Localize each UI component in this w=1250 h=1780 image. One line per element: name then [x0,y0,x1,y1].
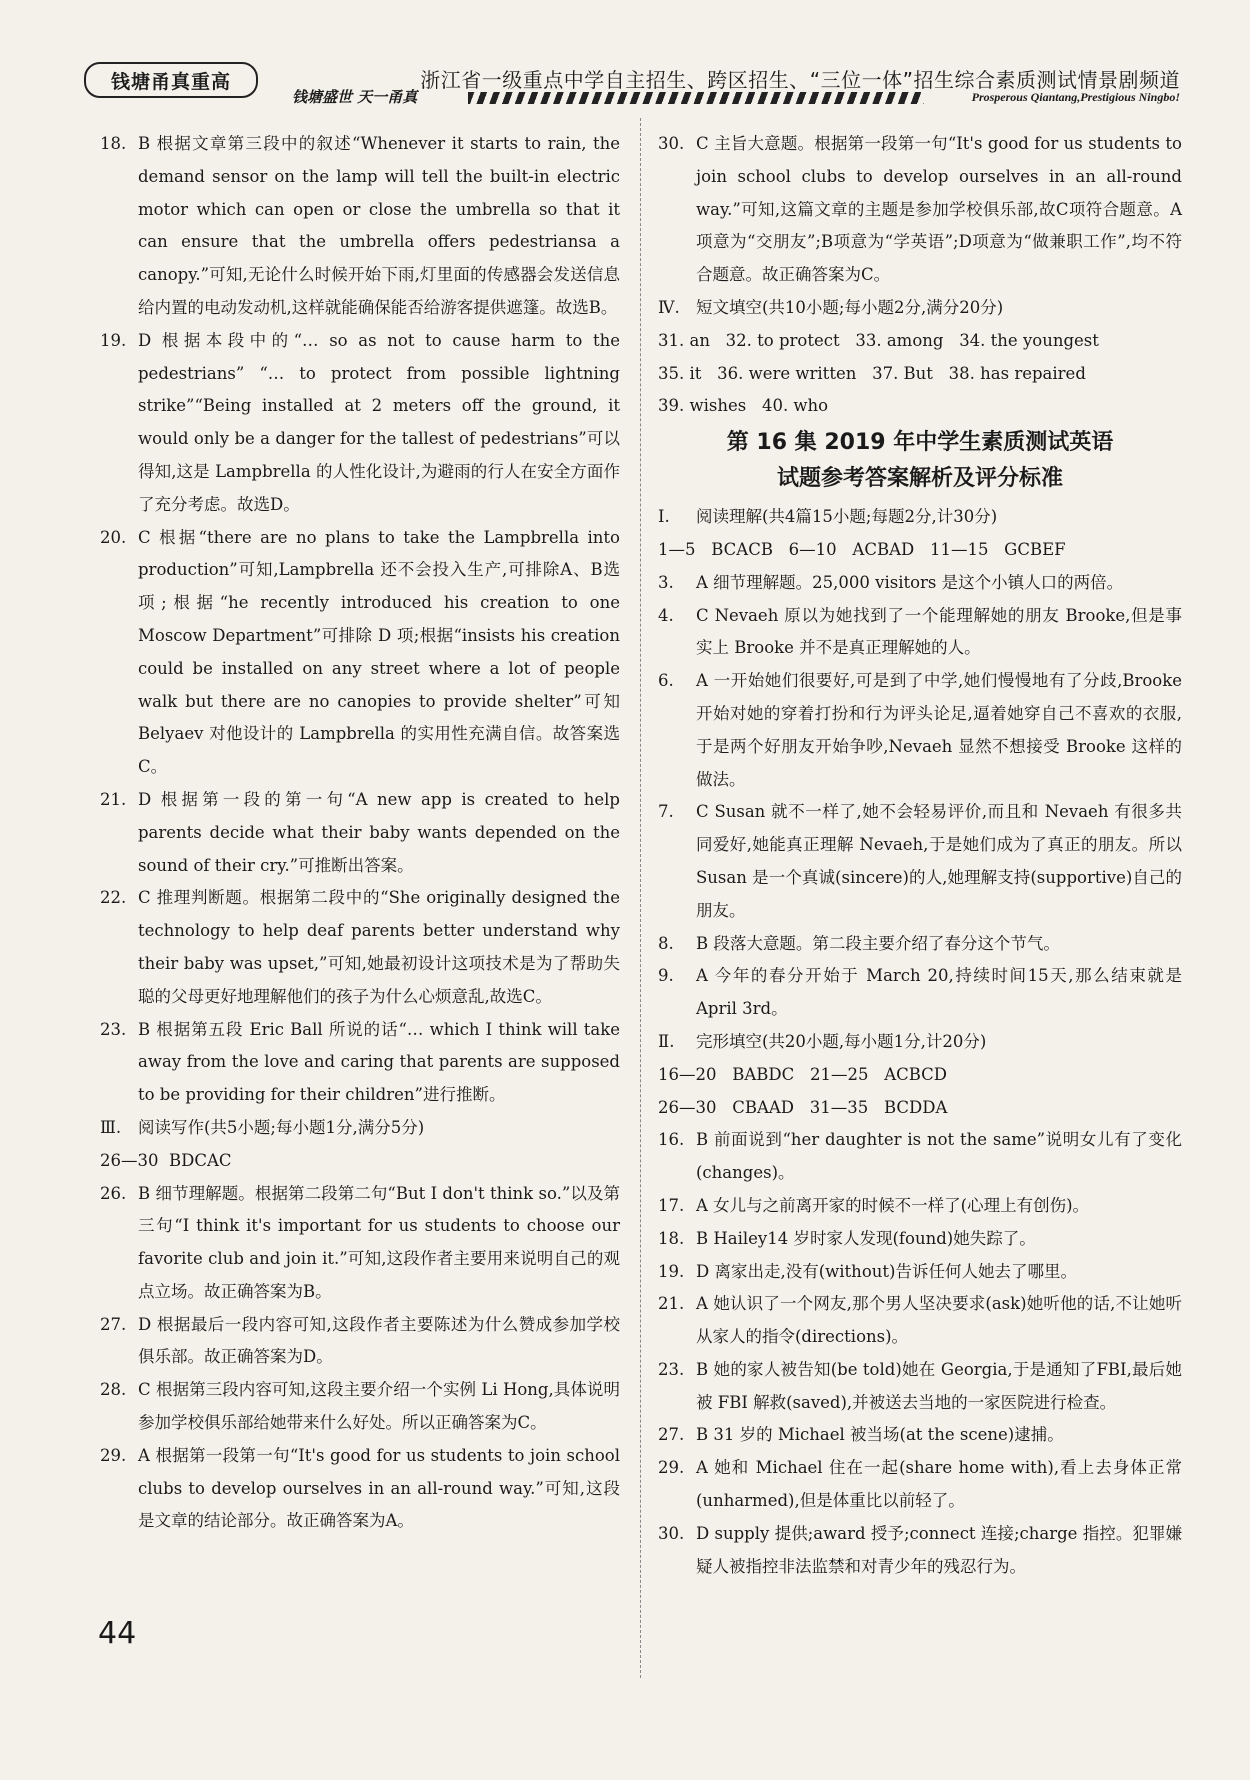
item-number: 8. [658,933,674,953]
item-text: D 根据第一段的第一句“A new app is created to help parents decide what their baby wants depended on the sound of their cry.”可推断出答案。 [138,789,620,875]
item-text: B Hailey14 岁时家人发现(found)她失踪了。 [696,1228,1036,1248]
item-number: 30. [658,1523,685,1543]
item-text: A 今年的春分开始于 March 20,持续时间15天,那么结束就是 April 3rd。 [696,966,1182,1019]
answer-item [100,1440,620,1538]
answer-key-text: 31. an 32. to protect 33. among 34. the youngest [658,330,1099,350]
answer-key-row [658,1092,1182,1125]
answer-item [658,128,1182,292]
answer-key-row [658,534,1182,567]
item-number: 27. [100,1314,127,1334]
item-number: 3. [658,572,674,592]
item-number: 28. [100,1380,127,1400]
section-title-text: 阅读理解(共4篇15小题;每题2分,计30分) [696,507,998,527]
item-text: A 她认识了一个网友,那个男人坚决要求(ask)她听他的话,不让她听从家人的指令(directions)。 [696,1294,1182,1347]
answer-item [658,1518,1182,1584]
section-title [658,292,1182,325]
section-title-text: 短文填空(共10小题;每小题2分,满分20分) [696,297,1004,317]
item-number: Ⅳ. [658,297,680,317]
heading-line-2: 试题参考答案解析及评分标准 [776,466,1063,492]
answer-item [100,522,620,784]
page-header [0,0,1250,110]
item-number: 20. [100,527,127,547]
answer-item [100,128,620,325]
item-number: 19. [658,1261,685,1281]
item-text: C 根据第三段内容可知,这段主要介绍一个实例 Li Hong,具体说明参加学校俱乐部给她带来什么好处。所以正确答案为C。 [138,1380,620,1433]
item-text: B 31 岁的 Michael 被当场(at the scene)逮捕。 [696,1425,1064,1445]
item-text: C 推理判断题。根据第二段中的“She originally designed the technology to help deaf parents better understand why their baby was upset,”可知,她最初设计这项技术是为了帮助失聪的父母更好地理解他们的孩子为什么心烦意乱,故选C。 [138,888,620,1006]
answer-item [658,1288,1182,1354]
item-text: C Susan 就不一样了,她不会轻易评价,而且和 Nevaeh 有很多共同爱好,她能真正理解 Nevaeh,于是她们成为了真正的朋友。所以 Susan 是一个真诚(sincere)的人,她理解支持(supportive)自己的朋友。 [696,802,1182,920]
answer-item [658,1223,1182,1256]
answer-item [100,784,620,882]
item-text: B 前面说到“her daughter is not the same”说明女儿有了变化(changes)。 [696,1130,1182,1183]
answer-item [658,665,1182,796]
item-number: 6. [658,671,674,691]
item-text: A 她和 Michael 住在一起(share home with),看上去身体正常(unharmed),但是体重比以前轻了。 [696,1458,1182,1511]
answer-item [100,1374,620,1440]
answer-key-row [658,390,1182,423]
answer-item [658,567,1182,600]
item-number: 4. [658,605,674,625]
brand-slogan: 钱塘盛世 天一甬真 [292,88,418,106]
section-title-text: 完形填空(共20小题,每小题1分,计20分) [696,1031,987,1051]
item-text: D 根据本段中的“… so as not to cause harm to the pedestrians” “… to protect from possible lightning strike”“Being installed at 2 meters off the ground, it would only be a danger for the tallest of pedestrians”可以得知,这是 Lampbrella 的人性化设计,为避雨的行人在安全方面作了充分考虑。故选D。 [138,330,620,514]
item-text: C 主旨大意题。根据第一段第一句“It's good for us students to join school clubs to develop ourselves in an all-round way.”可知,这篇文章的主题是参加学校俱乐部,故C项符合题意。A项意为“交朋友”;B项意为“学英语”;D项意为“做兼职工作”,均不符合题意。故正确答案为C。 [696,134,1182,285]
answer-item [658,1124,1182,1190]
item-number: 9. [658,966,674,986]
answer-key-row [658,325,1182,358]
item-text: A 一开始她们很要好,可是到了中学,她们慢慢地有了分歧,Brooke 开始对她的穿着打扮和行为评头论足,逼着她穿自己不喜欢的衣服,于是两个好朋友开始争吵,Nevaeh 显然不想接受 Brooke 这样的做法。 [696,671,1182,789]
page-number: 44 [98,1616,137,1651]
item-number: 18. [658,1228,685,1248]
item-number: 21. [100,789,127,809]
answer-item [658,1190,1182,1223]
item-text: D 离家出走,没有(without)告诉任何人她去了哪里。 [696,1261,1077,1281]
item-text: B 细节理解题。根据第二段第二句“But I don't think so.”以及第三句“I think it's important for us students to choose our favorite club and join it.”可知,这段作者主要用来说明自己的观点立场。故正确答案为B。 [138,1183,620,1301]
answer-item [658,1354,1182,1420]
item-text: B 她的家人被告知(be told)她在 Georgia,于是通知了FBI,最后她被 FBI 解救(saved),并被送去当地的一家医院进行检查。 [696,1359,1182,1412]
answer-item [658,960,1182,1026]
answer-item [658,1419,1182,1452]
answer-item [658,600,1182,666]
answer-item [658,796,1182,927]
answer-key-text: 1—5 BCACB 6—10 ACBAD 11—15 GCBEF [658,539,1066,559]
item-text: A 根据第一段第一句“It's good for us students to join school clubs to develop ourselves in an all-round way.”可知,这段是文章的结论部分。故正确答案为A。 [138,1445,620,1531]
answer-item [658,1452,1182,1518]
section-title-text: 阅读写作(共5小题;每小题1分,满分5分) [138,1117,425,1137]
right-column [658,128,1182,1583]
item-number: 26. [100,1183,127,1203]
answer-item [100,882,620,1013]
answer-key-text: 35. it 36. were written 37. But 38. has repaired [658,363,1086,383]
item-number: Ⅰ. [658,507,670,527]
header-subtitle-en: Prosperous Qiantang,Prestigious Ningbo! [971,90,1180,104]
item-text: B 段落大意题。第二段主要介绍了春分这个节气。 [696,933,1060,953]
item-number: 7. [658,802,674,822]
heading-line-1: 第 16 集 2019 年中学生素质测试英语 [726,430,1114,456]
answer-item [100,1178,620,1309]
item-number: 23. [658,1359,685,1379]
section-title [100,1112,620,1145]
right-column-bottom [658,501,1182,1583]
item-number: 22. [100,888,127,908]
item-number: 29. [658,1458,685,1478]
answer-key-row [658,1059,1182,1092]
answer-item [100,325,620,522]
answer-key-row [658,358,1182,391]
brand-logo: 钱塘甬真重高 [84,62,258,98]
answer-item [100,1309,620,1375]
item-text: C Nevaeh 原以为她找到了一个能理解她的朋友 Brooke,但是事实上 Brooke 并不是真正理解她的人。 [696,605,1182,658]
item-text: A 细节理解题。25,000 visitors 是这个小镇人口的两倍。 [696,572,1124,592]
section-title [658,1026,1182,1059]
item-number: 23. [100,1019,127,1039]
column-divider [640,118,642,1678]
answer-item [658,1256,1182,1289]
item-number: 17. [658,1195,685,1215]
right-column-top [658,128,1182,423]
item-number: 19. [100,330,127,350]
left-column [100,128,620,1538]
header-stripe [468,92,924,104]
answer-key-text: 16—20 BABDC 21—25 ACBCD [658,1064,948,1084]
answer-item [100,1014,620,1112]
item-text: D 根据最后一段内容可知,这段作者主要陈述为什么赞成参加学校俱乐部。故正确答案为D。 [138,1314,620,1367]
section-heading [658,425,1182,497]
answer-key-row [100,1145,620,1178]
item-number: 29. [100,1445,127,1465]
item-text: C 根据“there are no plans to take the Lampbrella into production”可知,Lampbrella 还不会投入生产,可排除A、B选项;根据“he recently introduced his creation to one Moscow Department”可排除 D 项;根据“insists his creation could be installed on any street where a lot of people walk but there are no canopies to provide shelter”可知 Belyaev 对他设计的 Lampbrella 的实用性充满自信。故答案选C。 [138,527,620,777]
item-number: Ⅲ. [100,1117,122,1137]
answer-key-text: 26—30 CBAAD 31—35 BCDDA [658,1097,948,1117]
section-title [658,501,1182,534]
item-number: 21. [658,1294,685,1314]
item-text: A 女儿与之前离开家的时候不一样了(心理上有创伤)。 [696,1195,1090,1215]
answer-item [658,928,1182,961]
item-number: 30. [658,134,685,153]
item-number: 16. [658,1130,685,1150]
answer-key-text: 26—30 BDCAC [100,1150,232,1170]
item-number: 27. [658,1425,685,1445]
answer-key-text: 39. wishes 40. who [658,396,829,416]
item-text: D supply 提供;award 授予;connect 连接;charge 指控。犯罪嫌疑人被指控非法监禁和对青少年的残忍行为。 [696,1523,1182,1576]
item-number: 18. [100,134,127,153]
header-title: 浙江省一级重点中学自主招生、跨区招生、“三位一体”招生综合素质测试情景剧频道 [420,68,1180,92]
item-text: B 根据文章第三段中的叙述“Whenever it starts to rain, the demand sensor on the lamp will tell the built-in electric motor which can open or close the umbrella so that it can ensure that the umbrella offers pedestriansa a canopy.”可知,无论什么时候开始下雨,灯里面的传感器会发送信息给内置的电动发动机,这样就能确保能否给游客提供遮篷。故选B。 [138,134,620,317]
item-number: Ⅱ. [658,1031,675,1051]
item-text: B 根据第五段 Eric Ball 所说的话“… which I think will take away from the love and caring that parents are supposed to be providing for their children”进行推断。 [138,1019,620,1105]
